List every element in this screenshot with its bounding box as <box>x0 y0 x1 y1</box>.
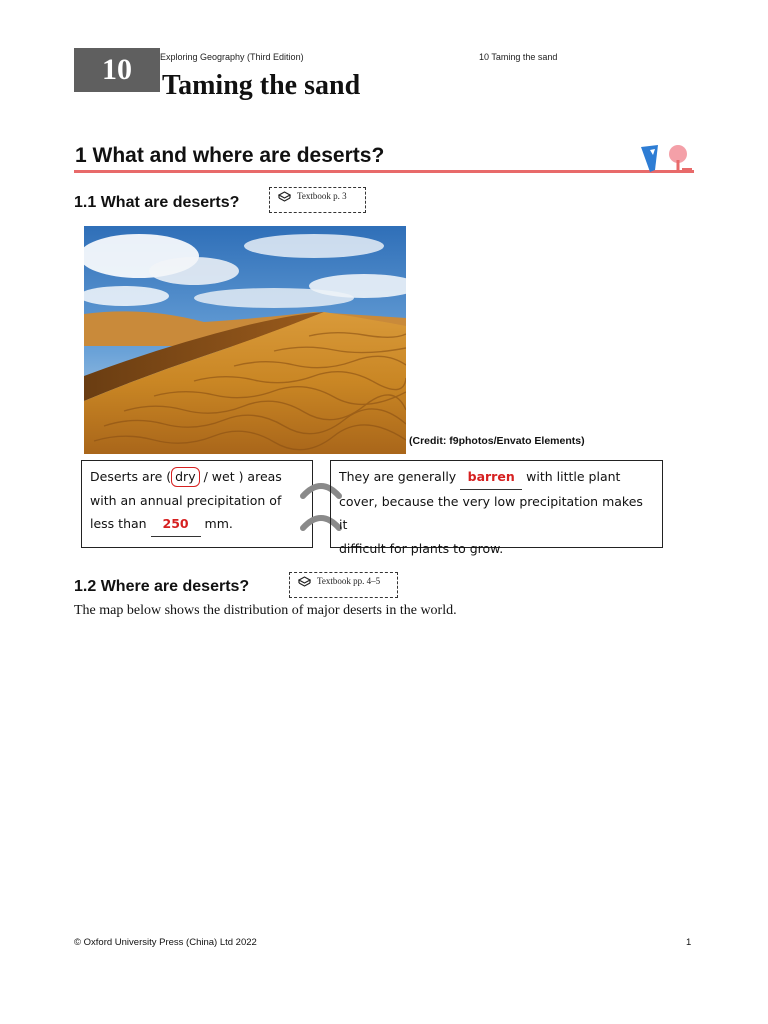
chapter-number: 10 <box>102 53 132 86</box>
chapter-title: Taming the sand <box>162 70 361 101</box>
page-number: 1 <box>686 937 692 948</box>
box-left-line-2: with an annual precipitation of <box>90 492 282 508</box>
photo-credit: (Credit: f9photos/Envato Elements) <box>409 435 585 447</box>
book-title: Exploring Geography (Third Edition) <box>160 52 304 62</box>
box-left-text-2: / wet ) areas <box>203 469 282 484</box>
box-right-line-3: difficult for plants to grow. <box>339 540 504 556</box>
book-stack-icon <box>298 576 311 588</box>
box-left-text-4: mm. <box>204 516 233 531</box>
running-head: 10 Taming the sand <box>479 52 558 62</box>
textbook-reference-tag[interactable] <box>269 187 366 213</box>
subsection-title-1-2: 1.2 Where are deserts? <box>74 578 250 595</box>
body-paragraph: The map below shows the distribution of major deserts in the world. <box>74 603 457 618</box>
subsection-title-1-1: 1.1 What are deserts? <box>74 194 240 211</box>
section-icon <box>638 142 694 172</box>
blank-barren-answer[interactable]: barren <box>460 465 522 490</box>
book-stack-icon <box>278 191 291 203</box>
box-right-line-1 <box>339 465 654 490</box>
box-right-line-2: cover, because the very low precipitation makes it <box>339 493 643 532</box>
definition-box-right <box>330 460 663 556</box>
textbook-reference-label: Textbook pp. 4–5 <box>317 576 381 586</box>
box-right-text-1: They are generally <box>339 469 457 484</box>
circled-answer-dry[interactable]: dry <box>171 467 199 487</box>
box-right-text-2: with little plant <box>526 469 621 484</box>
blank-precipitation-answer[interactable]: 250 <box>151 512 201 537</box>
textbook-reference-tag[interactable] <box>289 572 398 598</box>
chapter-number-box <box>74 48 160 92</box>
box-left-line-1 <box>90 465 304 489</box>
box-left-text-3: less than <box>90 516 147 531</box>
definition-box-left <box>81 460 313 548</box>
desert-dunes-photo <box>84 226 406 454</box>
section-title: 1 What and where are deserts? <box>75 144 385 167</box>
section-rule <box>74 170 694 173</box>
textbook-reference-label: Textbook p. 3 <box>297 191 347 201</box>
footer-copyright: © Oxford University Press (China) Ltd 2022 <box>74 937 257 948</box>
box-left-line-3 <box>90 512 304 537</box>
box-left-text-1: Deserts are ( <box>90 469 172 484</box>
